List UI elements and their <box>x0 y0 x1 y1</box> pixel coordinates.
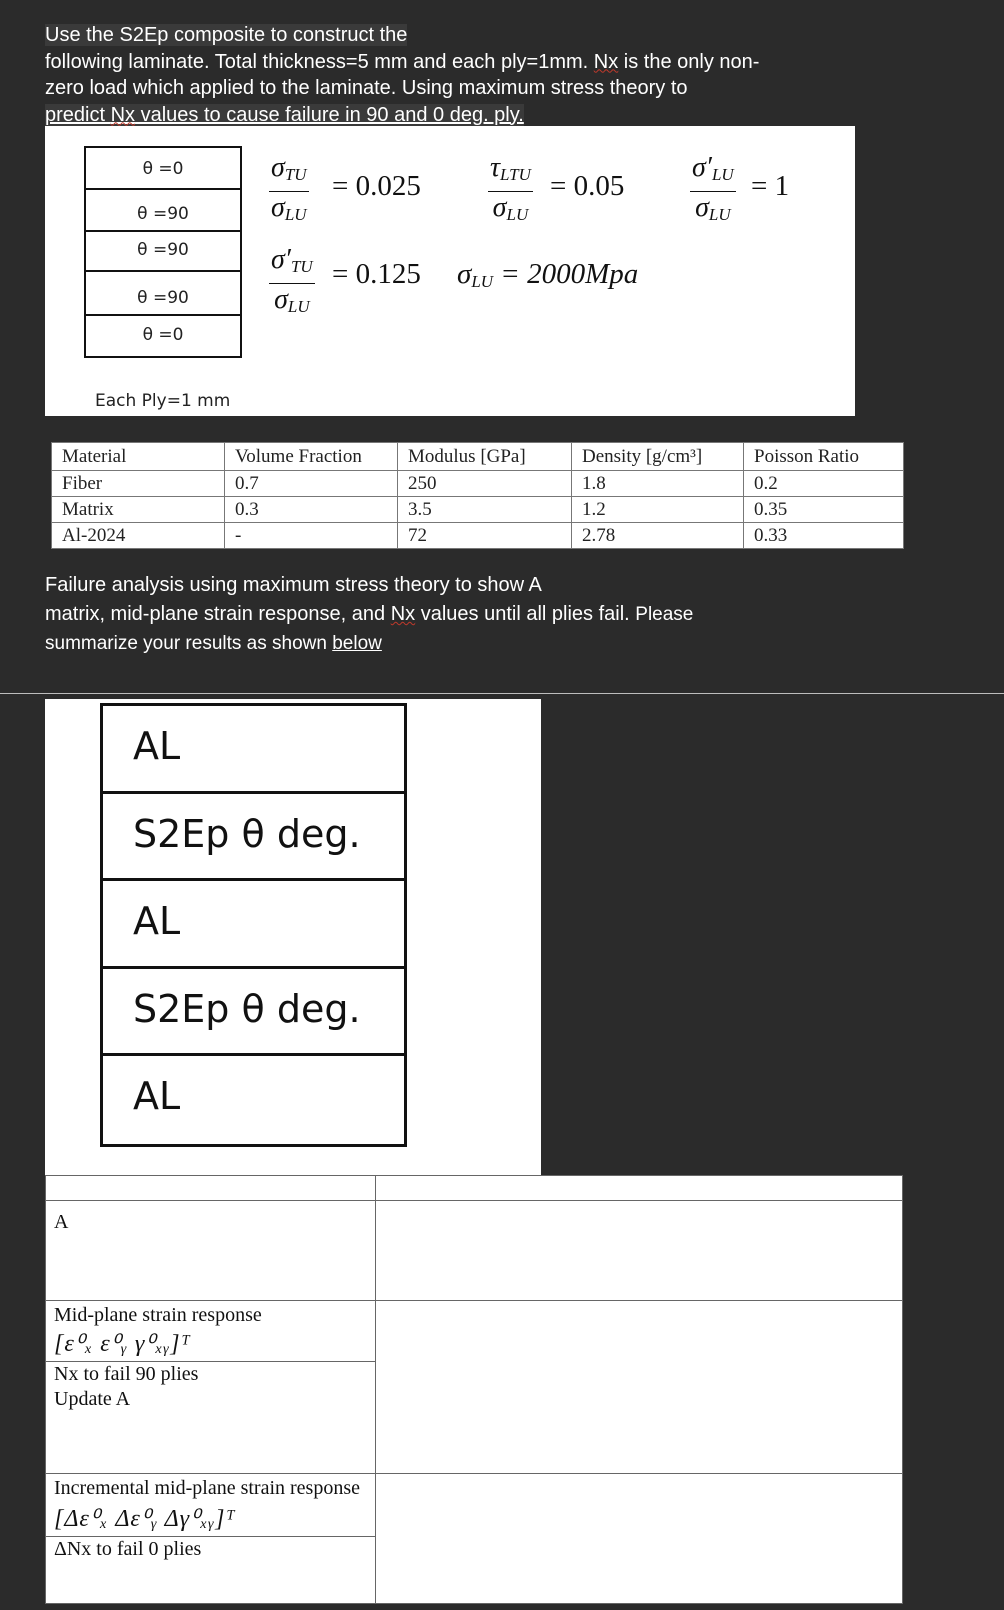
failure-line-2c: Please <box>635 604 694 625</box>
ratio-tu-prime: $\sigma'_{TU}$ $\sigma_{LU}$ <box>271 244 313 316</box>
hybrid-stack <box>100 703 407 1147</box>
cell <box>376 1201 903 1301</box>
ply-1: θ =0 <box>86 148 240 190</box>
cell <box>376 1301 903 1474</box>
hybrid-ply-5: AL <box>133 1074 181 1118</box>
cell: 0.7 <box>225 471 398 497</box>
ratio-ltu-lu: $\tau_{LTU}$ $\sigma_{LU}$ <box>490 152 531 224</box>
table-row <box>52 523 904 549</box>
cell <box>376 1474 903 1604</box>
ply-3: θ =90 <box>86 232 240 272</box>
table-row <box>46 1474 903 1604</box>
a-matrix-label: A <box>46 1201 376 1301</box>
ratio-ltu-lu-value: = 0.05 <box>550 170 625 202</box>
intro-line-4: predict Nx values to cause failure in 90 and 0 deg. ply. <box>45 103 524 126</box>
failure-line-1: Failure analysis using maximum stress theory to show A <box>45 574 542 596</box>
col-header: Volume Fraction <box>225 443 398 471</box>
ratio-tu-lu-value: = 0.025 <box>332 170 421 202</box>
cell: Fiber <box>52 471 225 497</box>
sigma-lu-value: $\sigma_{LU} = 2000Mpa$ <box>457 258 639 291</box>
cell: 250 <box>398 471 572 497</box>
results-summary-table <box>45 1175 903 1604</box>
ply-2: θ =90 <box>86 190 240 232</box>
cell: Matrix <box>52 497 225 523</box>
nx-fail-90-label: Nx to fail 90 plies <box>46 1361 375 1387</box>
ratio-tu-lu: $\sigma_{TU}$ $\sigma_{LU}$ <box>271 152 307 224</box>
cell: 0.33 <box>744 523 904 549</box>
ratio-lu-prime: $\sigma'_{LU}$ $\sigma_{LU}$ <box>692 152 734 224</box>
cell <box>46 1176 376 1201</box>
hybrid-ply-2: S2Ep θ deg. <box>103 794 404 882</box>
failure-line-3a: summarize your results as shown <box>45 633 333 654</box>
intro-line-2b: is the only non- <box>618 50 760 73</box>
cell: 2.78 <box>572 523 744 549</box>
update-a-label: Update A <box>54 1388 131 1410</box>
cell: 72 <box>398 523 572 549</box>
intro-line-2: following laminate. Total thickness=5 mm and each ply=1mm. <box>45 50 594 73</box>
cell <box>376 1176 903 1201</box>
table-row <box>52 471 904 497</box>
col-header: Modulus [GPa] <box>398 443 572 471</box>
hybrid-ply-3: AL <box>103 881 404 969</box>
ratio-tu-prime-value: = 0.125 <box>332 258 421 290</box>
cell <box>46 1301 376 1474</box>
divider <box>0 693 1004 694</box>
delta-strain-vector: [Δε⁰ₓ Δε⁰ᵧ Δγ⁰ₓᵧ]ᵀ <box>54 1506 236 1532</box>
failure-instructions <box>45 571 925 658</box>
hybrid-ply-4: S2Ep θ deg. <box>103 969 404 1057</box>
intro-line-3: zero load which applied to the laminate. Using maximum stress theory to <box>45 77 688 99</box>
laminate-stack <box>84 146 242 358</box>
cell: 0.2 <box>744 471 904 497</box>
table-row <box>46 1301 903 1474</box>
material-properties-table <box>51 442 904 549</box>
cell: 1.8 <box>572 471 744 497</box>
cell: Al-2024 <box>52 523 225 549</box>
nx-term: Nx <box>593 50 619 73</box>
ratio-lu-prime-value: = 1 <box>751 170 790 202</box>
nx-term: Nx <box>390 603 416 625</box>
ply-thickness-note: Each Ply=1 mm <box>95 391 231 411</box>
dnx-fail-0-label: ΔNx to fail 0 plies <box>46 1536 375 1562</box>
strain-vector: [ε⁰ₓ ε⁰ᵧ γ⁰ₓᵧ]ᵀ <box>54 1331 191 1357</box>
problem-statement <box>45 22 945 128</box>
failure-line-2b: values until all plies fail. <box>415 603 636 625</box>
hybrid-laminate-figure <box>45 699 541 1175</box>
mid-plane-label: Mid-plane strain response <box>54 1304 262 1326</box>
table-row <box>52 497 904 523</box>
ply-5: θ =0 <box>142 325 184 345</box>
table-row <box>46 1201 903 1301</box>
intro-line-1: Use the S2Ep composite to construct the <box>45 24 408 46</box>
cell: 0.35 <box>744 497 904 523</box>
col-header: Material <box>52 443 225 471</box>
cell <box>46 1474 376 1604</box>
ply-4: θ =90 <box>86 272 240 316</box>
cell: 1.2 <box>572 497 744 523</box>
incremental-label: Incremental mid-plane strain response <box>54 1477 360 1499</box>
table-header-row <box>52 443 904 471</box>
failure-line-2a: matrix, mid-plane strain response, and <box>45 603 391 625</box>
table-row <box>46 1176 903 1201</box>
cell: 0.3 <box>225 497 398 523</box>
col-header: Poisson Ratio <box>744 443 904 471</box>
laminate-figure <box>45 126 855 416</box>
cell: 3.5 <box>398 497 572 523</box>
cell: - <box>225 523 398 549</box>
hybrid-ply-1: AL <box>103 706 404 794</box>
below-link[interactable]: below <box>332 633 382 654</box>
col-header: Density [g/cm³] <box>572 443 744 471</box>
